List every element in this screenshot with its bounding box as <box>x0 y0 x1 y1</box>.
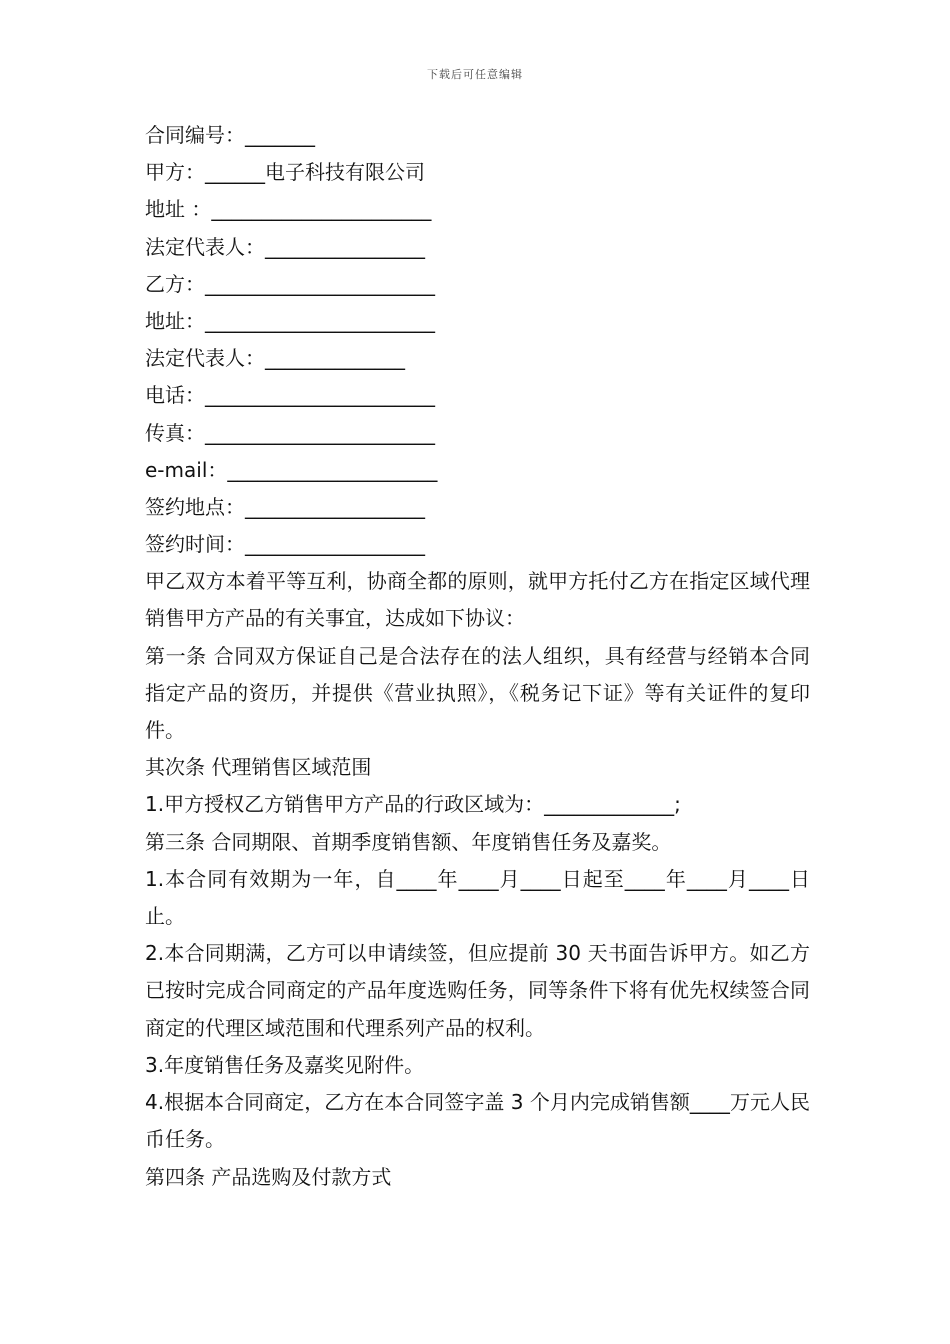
party-b-address-field: 地址：_______________________ <box>145 308 435 333</box>
article-2-clause-1: 1.甲方授权乙方销售甲方产品的行政区域为：_____________; <box>145 792 681 817</box>
article-4-heading: 第四条 产品选购及付款方式 <box>145 1164 392 1189</box>
party-b-field: 乙方：_______________________ <box>145 271 435 296</box>
party-a-legal-rep-field: 法定代表人：________________ <box>145 234 425 259</box>
signing-place-field: 签约地点：__________________ <box>145 494 425 519</box>
article-3-clause-3: 3.年度销售任务及嘉奖见附件。 <box>145 1052 425 1077</box>
contract-number-field: 合同编号：_______ <box>145 123 315 147</box>
article-1-paragraph: 第一条 合同双方保证自己是合法存在的法人组织，具有经营与经销本合同指定产品的资历，并提供《营业执照》，《税务记下证》等有关证件的复印件。 <box>145 643 810 743</box>
contract-body <box>145 117 810 1196</box>
party-a-field: 甲方：______电子科技有限公司 <box>145 160 425 185</box>
article-3-clause-4: 4.根据本合同商定，乙方在本合同签字盖 3 个月内完成销售额____万元人民币任务。 <box>145 1090 810 1152</box>
article-2-heading: 其次条 代理销售区域范围 <box>145 755 372 780</box>
fax-field: 传真：_______________________ <box>145 420 435 445</box>
article-3-heading: 第三条 合同期限、首期季度销售额、年度销售任务及嘉奖。 <box>145 829 672 854</box>
email-field: e-mail：_____________________ <box>145 457 438 482</box>
phone-field: 电话：_______________________ <box>145 383 435 408</box>
article-3-clause-2: 2.本合同期满，乙方可以申请续签，但应提前 30 天书面告诉甲方。如乙方已按时完成合同商定的产品年度选购任务，同等条件下将有优先权续签合同商定的代理区域范围和代理系列产品的权利。 <box>145 941 810 1040</box>
article-3-clause-1: 1.本合同有效期为一年，自____年____月____日起至____年____月____日止。 <box>145 866 810 929</box>
signing-time-field: 签约时间：__________________ <box>145 532 425 557</box>
party-a-address-field: 地址 ：______________________ <box>145 197 432 222</box>
preamble-paragraph: 甲乙双方本着平等互利，协商全都的原则，就甲方托付乙方在指定区域代理销售甲方产品的有关事宜，达成如下协议： <box>145 569 810 631</box>
party-b-legal-rep-field: 法定代表人：______________ <box>145 346 405 371</box>
page-header: 下载后可任意编辑 <box>427 68 523 81</box>
